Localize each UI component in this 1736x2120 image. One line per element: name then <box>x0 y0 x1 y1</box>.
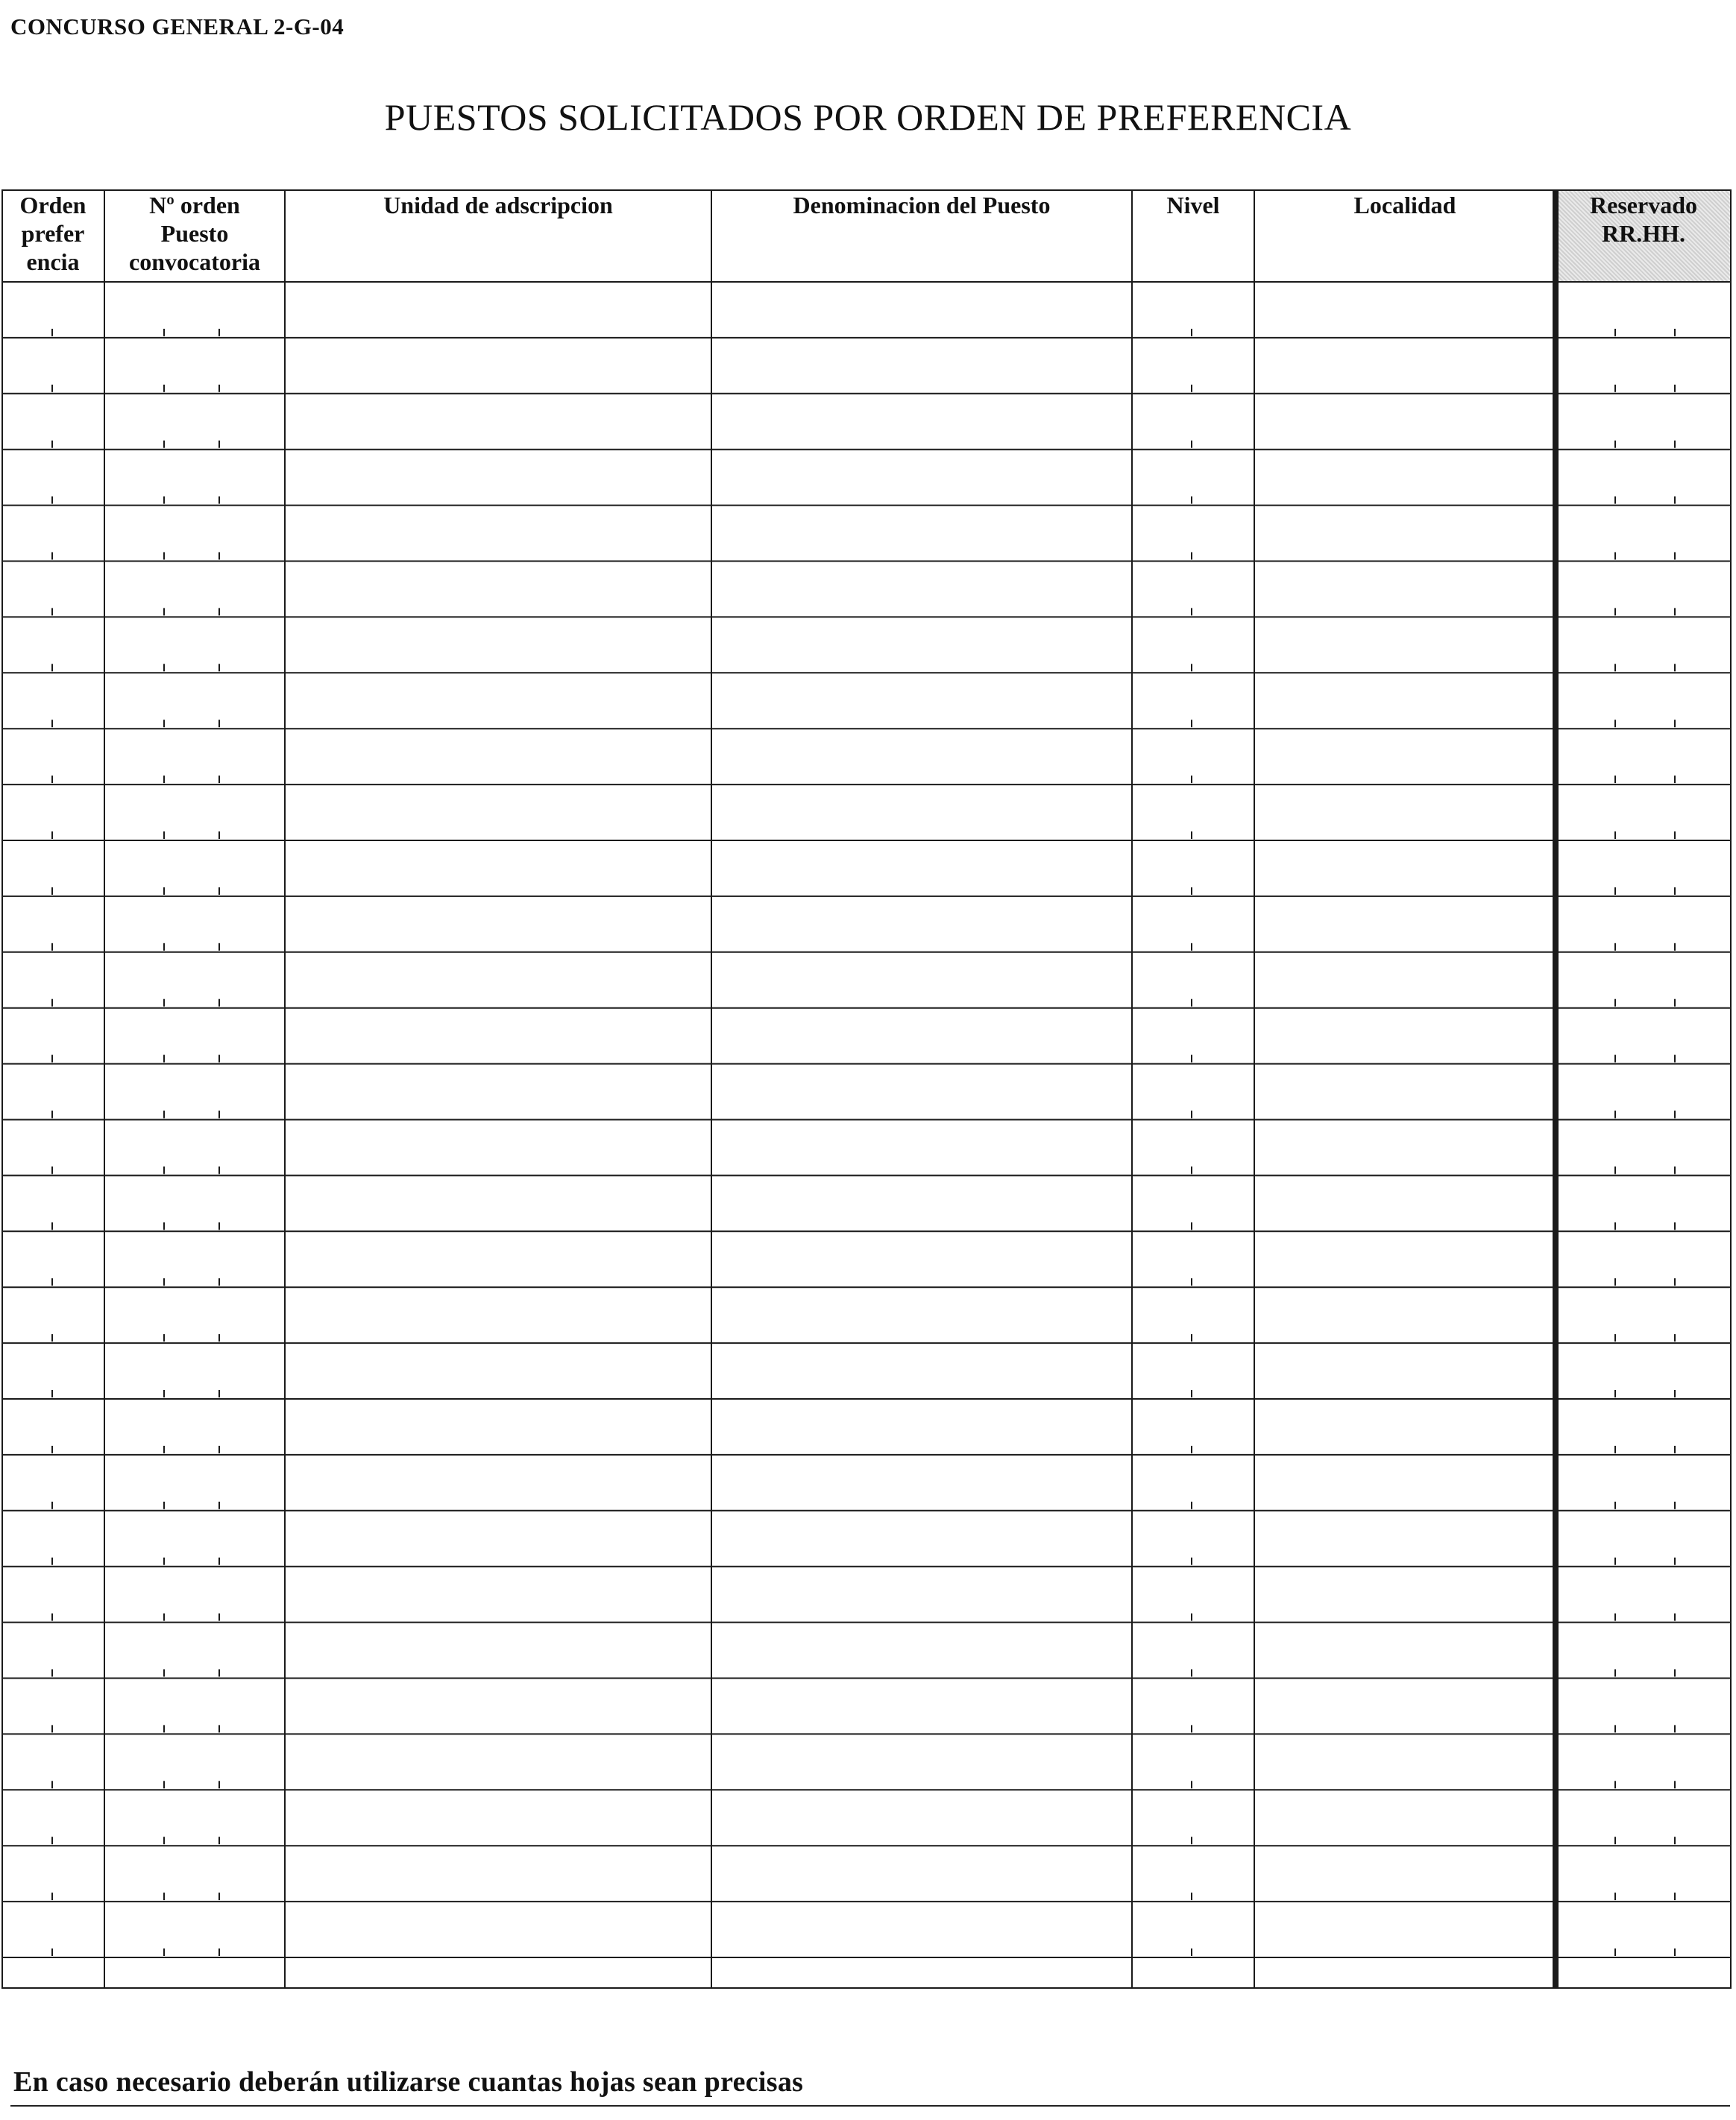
col-header-line: Localidad <box>1353 192 1456 218</box>
col-header-line: Nivel <box>1166 192 1220 218</box>
footer-note: En caso necesario deberán utilizarse cuantas hojas sean precisas <box>13 2066 804 2098</box>
col-header-localidad <box>1254 191 1556 219</box>
table-grid-lines <box>1 189 1732 1989</box>
col-header-line: RR.HH. <box>1602 220 1685 247</box>
col-header-line: Unidad de adscripcion <box>383 192 613 218</box>
col-header-line: Puesto <box>160 220 229 247</box>
form-title: PUESTOS SOLICITADOS POR ORDEN DE PREFERENCIA <box>384 96 1352 138</box>
col-header-reservado <box>1556 191 1732 248</box>
col-header-line: Orden <box>19 192 87 218</box>
col-header-denominacion <box>711 191 1132 219</box>
col-header-line: Denominacion del Puesto <box>793 192 1051 218</box>
col-header-nivel <box>1132 191 1254 219</box>
col-header-line: Reservado <box>1590 192 1697 218</box>
col-header-num_orden <box>104 191 285 276</box>
col-header-unidad <box>285 191 711 219</box>
col-header-line: Nº orden <box>149 192 240 218</box>
preferences-table <box>1 189 1732 1989</box>
col-header-line: prefer <box>21 220 85 247</box>
col-header-line: encia <box>26 248 80 275</box>
form-code: CONCURSO GENERAL 2-G-04 <box>10 13 345 40</box>
col-header-orden <box>1 191 104 276</box>
col-header-line: convocatoria <box>129 248 260 275</box>
footer-rule <box>10 2105 1730 2107</box>
